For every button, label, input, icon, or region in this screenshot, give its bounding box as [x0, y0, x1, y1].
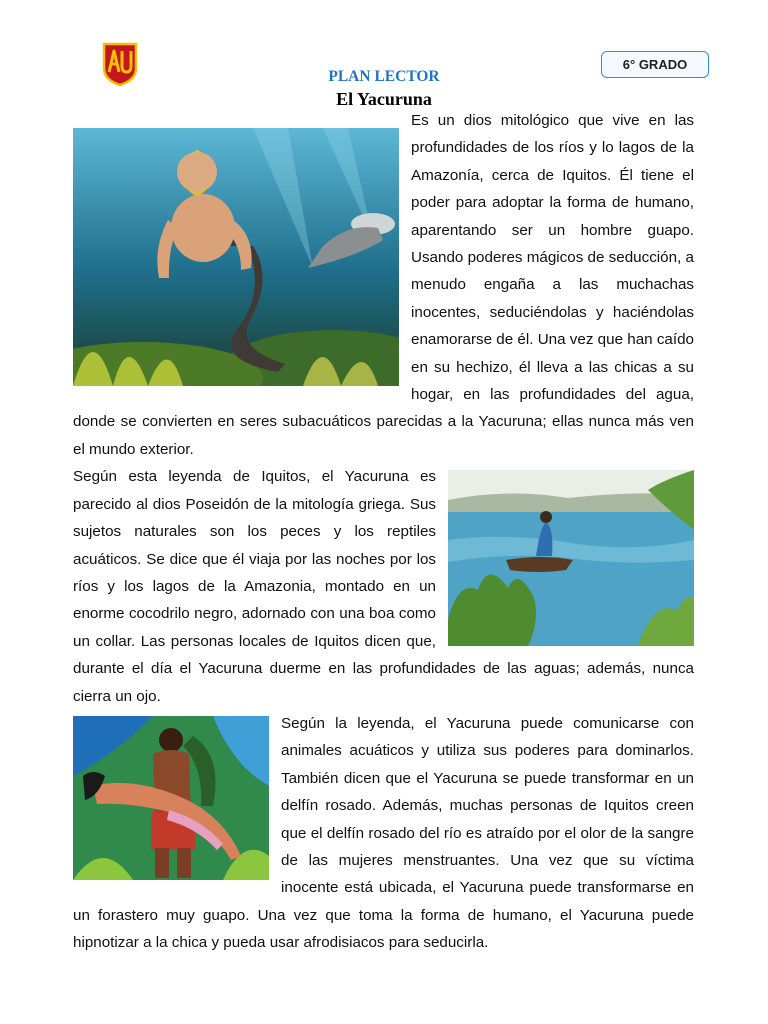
man-carrying-woman-jungle-illustration: [73, 716, 269, 880]
reading-plan-label: PLAN LECTOR: [328, 68, 440, 85]
paragraph-1: [73, 107, 694, 463]
paragraph-1-text: Es un dios mitológico que vive en las profundidades de los ríos y lo lagos de la Amazonía, cerca de Iquitos. Él tiene el poder para adoptar la forma de humano, aparentando ser un hombre guapo. Usando poderes mágicos de seducción, a menudo engaña a las muchachas inocentes, seduciéndolas y haciéndolas enamorarse de él. Una vez que han caído en su hechizo, él lleva a las chicas a su hogar, en las profundidades del agua, donde se convierten en seres subacuáticos parecidas a la Yacuruna; ellas nunca más ven el mundo exterior.: [73, 112, 694, 458]
paragraph-3-text: Según la leyenda, el Yacuruna puede comunicarse con animales acuáticos y utiliza sus poderes para dominarlos. También dicen que el Yacuruna se puede transformar en un delfín rosado. Además, muchas personas de Iquitos creen que el delfín rosado del río es atraído por el olor de la sangre de las mujeres menstruantes. Una vez que su víctima inocente está ubicada, el Yacuruna puede transformarse en un forastero muy guapo. Una vez que toma la forma de humano, el Yacuruna puede hipnotizar a la chica y pueda usar afrodisiacos para seducirla.: [73, 714, 694, 952]
paragraph-2: [73, 463, 694, 710]
woman-in-canoe-river-illustration: [448, 470, 694, 646]
grade-badge: 6° GRADO: [601, 51, 709, 78]
paragraph-3: [73, 710, 694, 957]
page-title: El Yacuruna: [336, 89, 432, 109]
merman-underwater-illustration: [73, 128, 399, 386]
paragraph-2-text: Según esta leyenda de Iquitos, el Yacuruna es parecido al dios Poseidón de la mitología griega. Sus sujetos naturales son los peces y los reptiles acuáticos. Se dice que él viaja por las noches por los ríos y los lagos de la Amazonia, montado en un enorme cocodrilo negro, adornado con una boa como un collar. Las personas locales de Iquitos dicen que, durante el día el Yacuruna duerme en las profundidades de las aguas; además, nunca cierra un ojo.: [73, 468, 694, 705]
reading-text: [73, 107, 694, 957]
